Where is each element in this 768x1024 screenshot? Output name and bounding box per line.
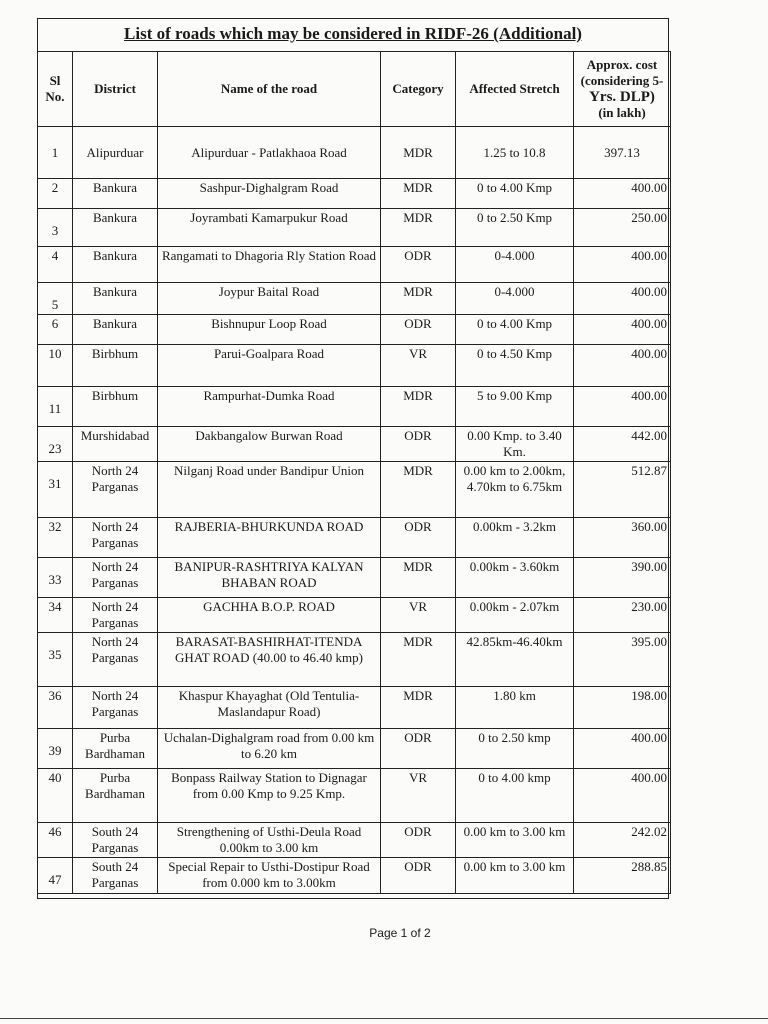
row-road-name: Joypur Baital Road [158, 283, 381, 315]
row-affected-stretch: 0-4.000 [456, 283, 574, 315]
row-approx-cost: 400.00 [574, 387, 671, 427]
row-district: North 24 Parganas [73, 598, 158, 633]
row-road-name: Bishnupur Loop Road [158, 315, 381, 345]
row-affected-stretch: 0 to 2.50 Kmp [456, 209, 574, 247]
row-district: Birbhum [73, 345, 158, 387]
row-sl-number: 46 [38, 823, 73, 858]
row-sl-number: 5 [38, 283, 73, 315]
page-number: Page 1 of 2 [369, 926, 431, 940]
row-approx-cost: 250.00 [574, 209, 671, 247]
table-row [38, 769, 671, 823]
row-road-name: RAJBERIA-BHURKUNDA ROAD [158, 518, 381, 558]
row-road-name: BARASAT-BASHIRHAT-ITENDA GHAT ROAD (40.00 to 46.40 kmp) [158, 633, 381, 687]
table-row [38, 127, 671, 179]
row-sl-number: 39 [38, 729, 73, 769]
row-approx-cost: 198.00 [574, 687, 671, 729]
header-cost-line3: (in lakh) [598, 105, 646, 120]
header-row [38, 52, 671, 127]
row-district: North 24 Parganas [73, 462, 158, 518]
header-cost-line1: Approx. cost (considering 5- [580, 57, 664, 88]
row-category: ODR [381, 729, 456, 769]
table-row [38, 687, 671, 729]
row-sl-number: 11 [38, 387, 73, 427]
row-affected-stretch: 0.00 Kmp. to 3.40 Km. [456, 427, 574, 462]
row-district: Bankura [73, 179, 158, 209]
row-sl-number: 23 [38, 427, 73, 462]
row-road-name: Sashpur-Dighalgram Road [158, 179, 381, 209]
row-category: MDR [381, 633, 456, 687]
row-road-name: GACHHA B.O.P. ROAD [158, 598, 381, 633]
row-category: MDR [381, 179, 456, 209]
row-district: Bankura [73, 209, 158, 247]
row-approx-cost: 400.00 [574, 769, 671, 823]
row-district: South 24 Parganas [73, 858, 158, 894]
row-district: North 24 Parganas [73, 687, 158, 729]
table-row [38, 315, 671, 345]
row-sl-number: 33 [38, 558, 73, 598]
row-category: MDR [381, 687, 456, 729]
table-row [38, 858, 671, 894]
row-approx-cost: 360.00 [574, 518, 671, 558]
row-sl-number: 32 [38, 518, 73, 558]
row-road-name: Khaspur Khayaghat (Old Tentulia-Maslandapur Road) [158, 687, 381, 729]
row-approx-cost: 288.85 [574, 858, 671, 894]
row-road-name: Uchalan-Dighalgram road from 0.00 km to 6.20 km [158, 729, 381, 769]
row-sl-number: 34 [38, 598, 73, 633]
row-category: VR [381, 769, 456, 823]
row-approx-cost: 400.00 [574, 729, 671, 769]
row-district: Bankura [73, 315, 158, 345]
row-affected-stretch: 0 to 4.00 Kmp [456, 315, 574, 345]
row-sl-number: 47 [38, 858, 73, 894]
row-district: Birbhum [73, 387, 158, 427]
row-approx-cost: 242.02 [574, 823, 671, 858]
row-category: MDR [381, 283, 456, 315]
row-road-name: Parui-Goalpara Road [158, 345, 381, 387]
row-affected-stretch: 1.80 km [456, 687, 574, 729]
row-affected-stretch: 0.00km - 2.07km [456, 598, 574, 633]
row-sl-number: 1 [38, 127, 73, 179]
row-affected-stretch: 5 to 9.00 Kmp [456, 387, 574, 427]
row-category: MDR [381, 462, 456, 518]
row-sl-number: 40 [38, 769, 73, 823]
row-approx-cost: 395.00 [574, 633, 671, 687]
row-approx-cost: 400.00 [574, 179, 671, 209]
row-affected-stretch: 0 to 2.50 kmp [456, 729, 574, 769]
header-cost [574, 52, 671, 127]
row-road-name: Strengthening of Usthi-Deula Road 0.00km to 3.00 km [158, 823, 381, 858]
header-district: District [73, 52, 158, 127]
table-row [38, 518, 671, 558]
row-district: Purba Bardhaman [73, 729, 158, 769]
row-road-name: Special Repair to Usthi-Dostipur Road from 0.000 km to 3.00km [158, 858, 381, 894]
header-cost-line2: Yrs. DLP) [589, 89, 655, 105]
header-road: Name of the road [158, 52, 381, 127]
row-road-name: BANIPUR-RASHTRIYA KALYAN BHABAN ROAD [158, 558, 381, 598]
row-road-name: Joyrambati Kamarpukur Road [158, 209, 381, 247]
row-affected-stretch: 0.00km - 3.2km [456, 518, 574, 558]
row-road-name: Bonpass Railway Station to Dignagar from 0.00 Kmp to 9.25 Kmp. [158, 769, 381, 823]
row-category: ODR [381, 858, 456, 894]
row-district: Bankura [73, 283, 158, 315]
row-category: MDR [381, 387, 456, 427]
row-affected-stretch: 42.85km-46.40km [456, 633, 574, 687]
row-approx-cost: 397.13 [574, 127, 671, 179]
row-road-name: Nilganj Road under Bandipur Union [158, 462, 381, 518]
row-road-name: Rampurhat-Dumka Road [158, 387, 381, 427]
row-district: Purba Bardhaman [73, 769, 158, 823]
row-category: ODR [381, 427, 456, 462]
table-row [38, 558, 671, 598]
row-category: ODR [381, 823, 456, 858]
row-affected-stretch: 1.25 to 10.8 [456, 127, 574, 179]
row-affected-stretch: 0.00 km to 3.00 km [456, 823, 574, 858]
row-affected-stretch: 0.00km - 3.60km [456, 558, 574, 598]
roads-table [37, 51, 671, 894]
row-sl-number: 31 [38, 462, 73, 518]
row-district: Murshidabad [73, 427, 158, 462]
table-row [38, 462, 671, 518]
table-row [38, 283, 671, 315]
table-row [38, 387, 671, 427]
row-approx-cost: 442.00 [574, 427, 671, 462]
row-category: VR [381, 345, 456, 387]
table-row [38, 598, 671, 633]
row-approx-cost: 400.00 [574, 345, 671, 387]
row-sl-number: 6 [38, 315, 73, 345]
row-district: Alipurduar [73, 127, 158, 179]
table-row [38, 209, 671, 247]
table-row [38, 179, 671, 209]
table-row [38, 345, 671, 387]
row-approx-cost: 390.00 [574, 558, 671, 598]
row-district: North 24 Parganas [73, 558, 158, 598]
row-road-name: Alipurduar - Patlakhaoa Road [158, 127, 381, 179]
row-approx-cost: 400.00 [574, 247, 671, 283]
row-approx-cost: 400.00 [574, 283, 671, 315]
row-affected-stretch: 0.00 km to 3.00 km [456, 858, 574, 894]
row-road-name: Rangamati to Dhagoria Rly Station Road [158, 247, 381, 283]
row-affected-stretch: 0 to 4.50 Kmp [456, 345, 574, 387]
row-district: North 24 Parganas [73, 518, 158, 558]
row-category: ODR [381, 315, 456, 345]
row-road-name: Dakbangalow Burwan Road [158, 427, 381, 462]
row-affected-stretch: 0 to 4.00 Kmp [456, 179, 574, 209]
row-approx-cost: 400.00 [574, 315, 671, 345]
row-sl-number: 3 [38, 209, 73, 247]
header-category: Category [381, 52, 456, 127]
row-sl-number: 10 [38, 345, 73, 387]
table-row [38, 823, 671, 858]
row-category: ODR [381, 518, 456, 558]
row-approx-cost: 512.87 [574, 462, 671, 518]
row-category: VR [381, 598, 456, 633]
table-row [38, 633, 671, 687]
scan-edge-divider [0, 1018, 768, 1019]
row-district: South 24 Parganas [73, 823, 158, 858]
row-approx-cost: 230.00 [574, 598, 671, 633]
row-affected-stretch: 0 to 4.00 kmp [456, 769, 574, 823]
row-district: North 24 Parganas [73, 633, 158, 687]
row-category: MDR [381, 127, 456, 179]
document-title: List of roads which may be considered in RIDF-26 (Additional) [124, 24, 582, 43]
row-affected-stretch: 0-4.000 [456, 247, 574, 283]
table-row [38, 427, 671, 462]
row-affected-stretch: 0.00 km to 2.00km, 4.70km to 6.75km [456, 462, 574, 518]
row-district: Bankura [73, 247, 158, 283]
row-category: ODR [381, 247, 456, 283]
table-row [38, 247, 671, 283]
header-sl: Sl No. [38, 52, 73, 127]
row-sl-number: 4 [38, 247, 73, 283]
row-sl-number: 36 [38, 687, 73, 729]
row-sl-number: 2 [38, 179, 73, 209]
row-sl-number: 35 [38, 633, 73, 687]
row-category: MDR [381, 209, 456, 247]
table-row [38, 729, 671, 769]
row-category: MDR [381, 558, 456, 598]
header-stretch: Affected Stretch [456, 52, 574, 127]
